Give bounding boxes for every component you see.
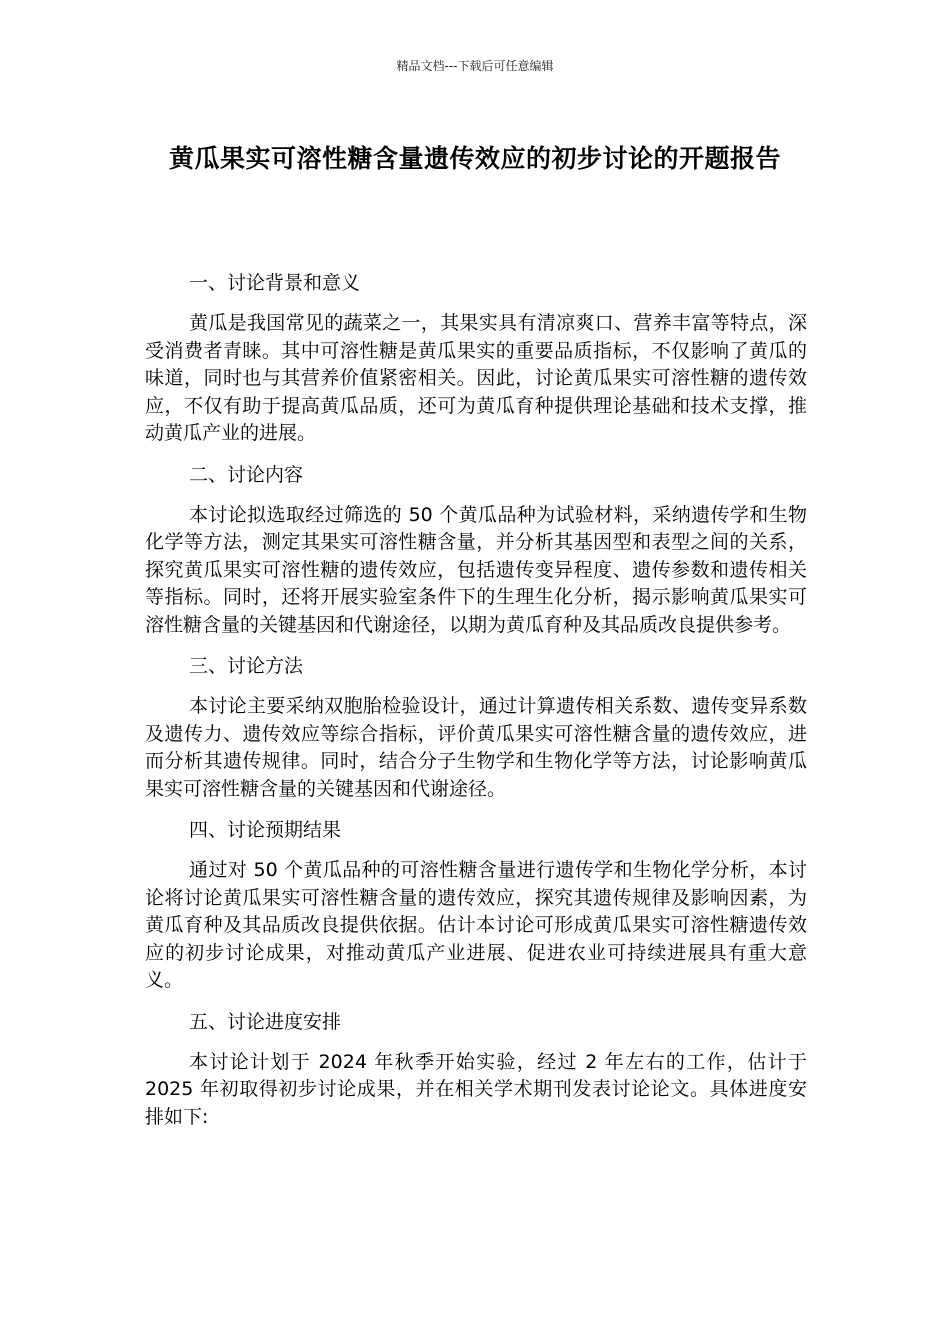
section-heading-schedule: 五、讨论进度安排 [189,1010,342,1033]
header-note: 精品文档---下载后可任意编辑 [396,59,554,73]
section-paragraph-expected-results: 通过对 50 个黄瓜品种的可溶性糖含量进行遗传学和生物化学分析，本讨论将讨论黄瓜果实可溶性糖含量的遗传效应，探究其遗传规律及影响因素，为黄瓜育种及其品质改良提供依据。估计本讨论可形成黄瓜果实可溶性糖遗传效应的初步讨论成果，对推动黄瓜产业进展、促进农业可持续进展具有重大意义。 [145,859,807,991]
section-heading-content: 二、讨论内容 [189,463,304,486]
section-paragraph-methods: 本讨论主要采纳双胞胎检验设计，通过计算遗传相关系数、遗传变异系数及遗传力、遗传效应等综合指标，评价黄瓜果实可溶性糖含量的遗传效应，进而分析其遗传规律。同时，结合分子生物学和生物化学等方法，讨论影响黄瓜果实可溶性糖含量的关键基因和代谢途径。 [145,695,807,800]
section-heading-methods: 三、讨论方法 [189,655,304,677]
section-heading-expected-results: 四、讨论预期结果 [189,819,342,841]
section-paragraph-background: 黄瓜是我国常见的蔬菜之一，其果实具有清凉爽口、营养丰富等特点，深受消费者青睐。其中可溶性糖是黄瓜果实的重要品质指标，不仅影响了黄瓜的味道，同时也与其营养价值紧密相关。因此，讨论黄瓜果实可溶性糖的遗传效应，不仅有助于提高黄瓜品质，还可为黄瓜育种提供理论基础和技术支撑，推动黄瓜产业的进展。 [145,312,807,444]
document-body [145,268,807,1143]
section-paragraph-content: 本讨论拟选取经过筛选的 50 个黄瓜品种为试验材料，采纳遗传学和生物化学等方法，测定其果实可溶性糖含量，并分析其基因型和表型之间的关系，探究黄瓜果实可溶性糖的遗传效应，包括遗传变异程度、遗传参数和遗传相关等指标。同时，还将开展实验室条件下的生理生化分析，揭示影响黄瓜果实可溶性糖含量的关键基因和代谢途径，以期为黄瓜育种及其品质改良提供参考。 [145,503,807,636]
section-heading-background: 一、讨论背景和意义 [189,272,361,294]
section-paragraph-schedule: 本讨论计划于 2024 年秋季开始实验，经过 2 年左右的工作，估计于 2025 年初取得初步讨论成果，并在相关学术期刊发表讨论论文。具体进度安排如下: [145,1050,807,1128]
document-title: 黄瓜果实可溶性糖含量遗传效应的初步讨论的开题报告 [168,144,781,173]
